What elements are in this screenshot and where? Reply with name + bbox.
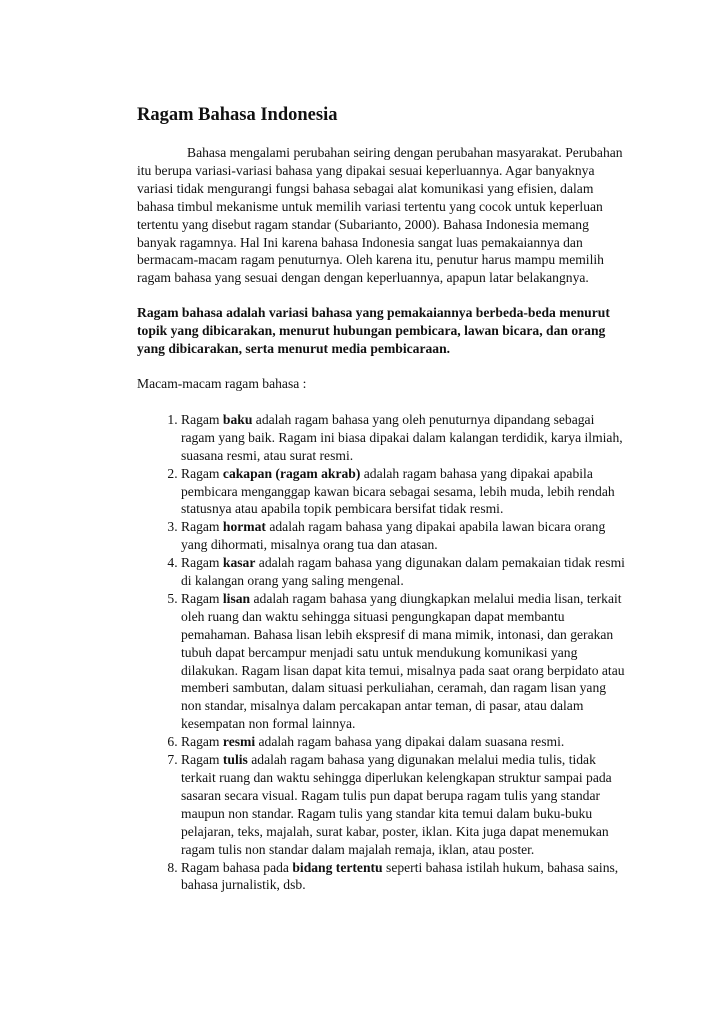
- ragam-list: [137, 411, 627, 894]
- item-prefix: Ragam: [181, 465, 223, 481]
- list-item: [181, 590, 627, 733]
- item-term: bidang tertentu: [292, 859, 383, 875]
- list-item: [181, 518, 627, 554]
- item-text: adalah ragam bahasa yang digunakan melalui media tulis, tidak terkait ruang dan waktu sehingga diperlukan kelengkapan struktur sampai pada sasaran secara visual. Ragam tulis pun dapat berupa ragam tulis yang standar maupun non standar. Ragam tulis yang standar kita temui dalam buku-buku pelajaran, teks, majalah, surat kabar, poster, iklan. Kita juga dapat menemukan ragam tulis non standar dalam majalah remaja, iklan, atau poster.: [181, 752, 612, 857]
- item-term: kasar: [222, 555, 256, 571]
- item-term-secondary: ragam akrab): [279, 465, 361, 481]
- document-content: [137, 104, 627, 894]
- item-prefix: Ragam: [181, 411, 223, 427]
- intro-paragraph: Bahasa mengalami perubahan seiring dengan perubahan masyarakat. Perubahan itu berupa variasi-variasi bahasa yang dipakai sesuai keperluannya. Agar banyaknya variasi tidak mengurangi fungsi bahasa sebagai alat komunikasi yang efisien, dalam bahasa timbul mekanisme untuk memilih variasi tertentu yang cocok untuk keperluan tertentu yang disebut ragam standar (Subarianto, 2000). Bahasa Indonesia memang banyak ragamnya. Hal Ini karena bahasa Indonesia sangat luas pemakaiannya dan bermacam-macam ragam penuturnya. Oleh karena itu, penutur harus mampu memilih ragam bahasa yang sesuai dengan dengan keperluannya, apapun latar belakangnya.: [137, 145, 623, 286]
- document-title: Ragam Bahasa Indonesia: [137, 105, 338, 125]
- item-text: adalah ragam bahasa yang digunakan dalam pemakaian tidak resmi di kalangan orang yang saling mengenal.: [181, 555, 625, 589]
- item-prefix: Ragam: [181, 752, 223, 768]
- list-item: [181, 554, 627, 590]
- item-term: tulis: [222, 752, 248, 768]
- item-prefix: Ragam: [181, 555, 223, 571]
- list-heading: Macam-macam ragam bahasa :: [137, 375, 307, 391]
- item-term: baku: [222, 411, 253, 427]
- item-text: adalah ragam bahasa yang oleh penuturnya dipandang sebagai ragam yang baik. Ragam ini biasa dipakai dalam kalangan terdidik, karya ilmiah, suasana resmi, atau surat resmi.: [181, 411, 623, 463]
- list-item: [181, 411, 627, 465]
- item-prefix: Ragam: [181, 734, 223, 750]
- item-prefix: Ragam bahasa pada: [181, 859, 293, 875]
- item-prefix: Ragam: [181, 519, 223, 535]
- item-term: cakapan (: [222, 465, 280, 481]
- item-term: resmi: [222, 734, 256, 750]
- item-text: adalah ragam bahasa yang diungkapkan melalui media lisan, terkait oleh ruang dan waktu sehingga situasi pengungkapan dapat membantu pemahaman. Bahasa lisan lebih ekspresif di mana mimik, intonasi, dan gerakan tubuh dapat bercampur menjadi satu untuk mendukung komunikasi yang dilakukan. Ragam lisan dapat kita temui, misalnya pada saat orang berpidato atau memberi sambutan, dalam situasi perkuliahan, ceramah, dan ragam lisan yang non standar, misalnya dalam percakapan antar teman, di pasar, atau dalam kesempatan non formal lainnya.: [181, 590, 625, 732]
- list-item: [181, 859, 627, 895]
- item-term: lisan: [222, 590, 251, 606]
- list-item: [181, 465, 627, 519]
- list-item: [181, 751, 627, 858]
- item-prefix: Ragam: [181, 590, 223, 606]
- list-item: [181, 733, 627, 751]
- item-text: adalah ragam bahasa yang dipakai dalam suasana resmi.: [255, 734, 565, 750]
- item-text: adalah ragam bahasa yang dipakai apabila lawan bicara orang yang dihormati, misalnya orang tua dan atasan.: [181, 519, 606, 553]
- definition-paragraph: Ragam bahasa adalah variasi bahasa yang pemakaiannya berbeda-beda menurut topik yang dibicarakan, menurut hubungan pembicara, lawan bicara, dan orang yang dibicarakan, serta menurut media pembicaraan.: [137, 305, 610, 357]
- item-term: hormat: [222, 519, 266, 535]
- item-text: seperti bahasa istilah hukum, bahasa sains, bahasa jurnalistik, dsb.: [181, 859, 619, 893]
- item-text: adalah ragam bahasa yang dipakai apabila pembicara menganggap kawan bicara sebagai sesama, lebih muda, lebih rendah statusnya atau apabila topik pembicara bersifat tidak resmi.: [181, 465, 615, 517]
